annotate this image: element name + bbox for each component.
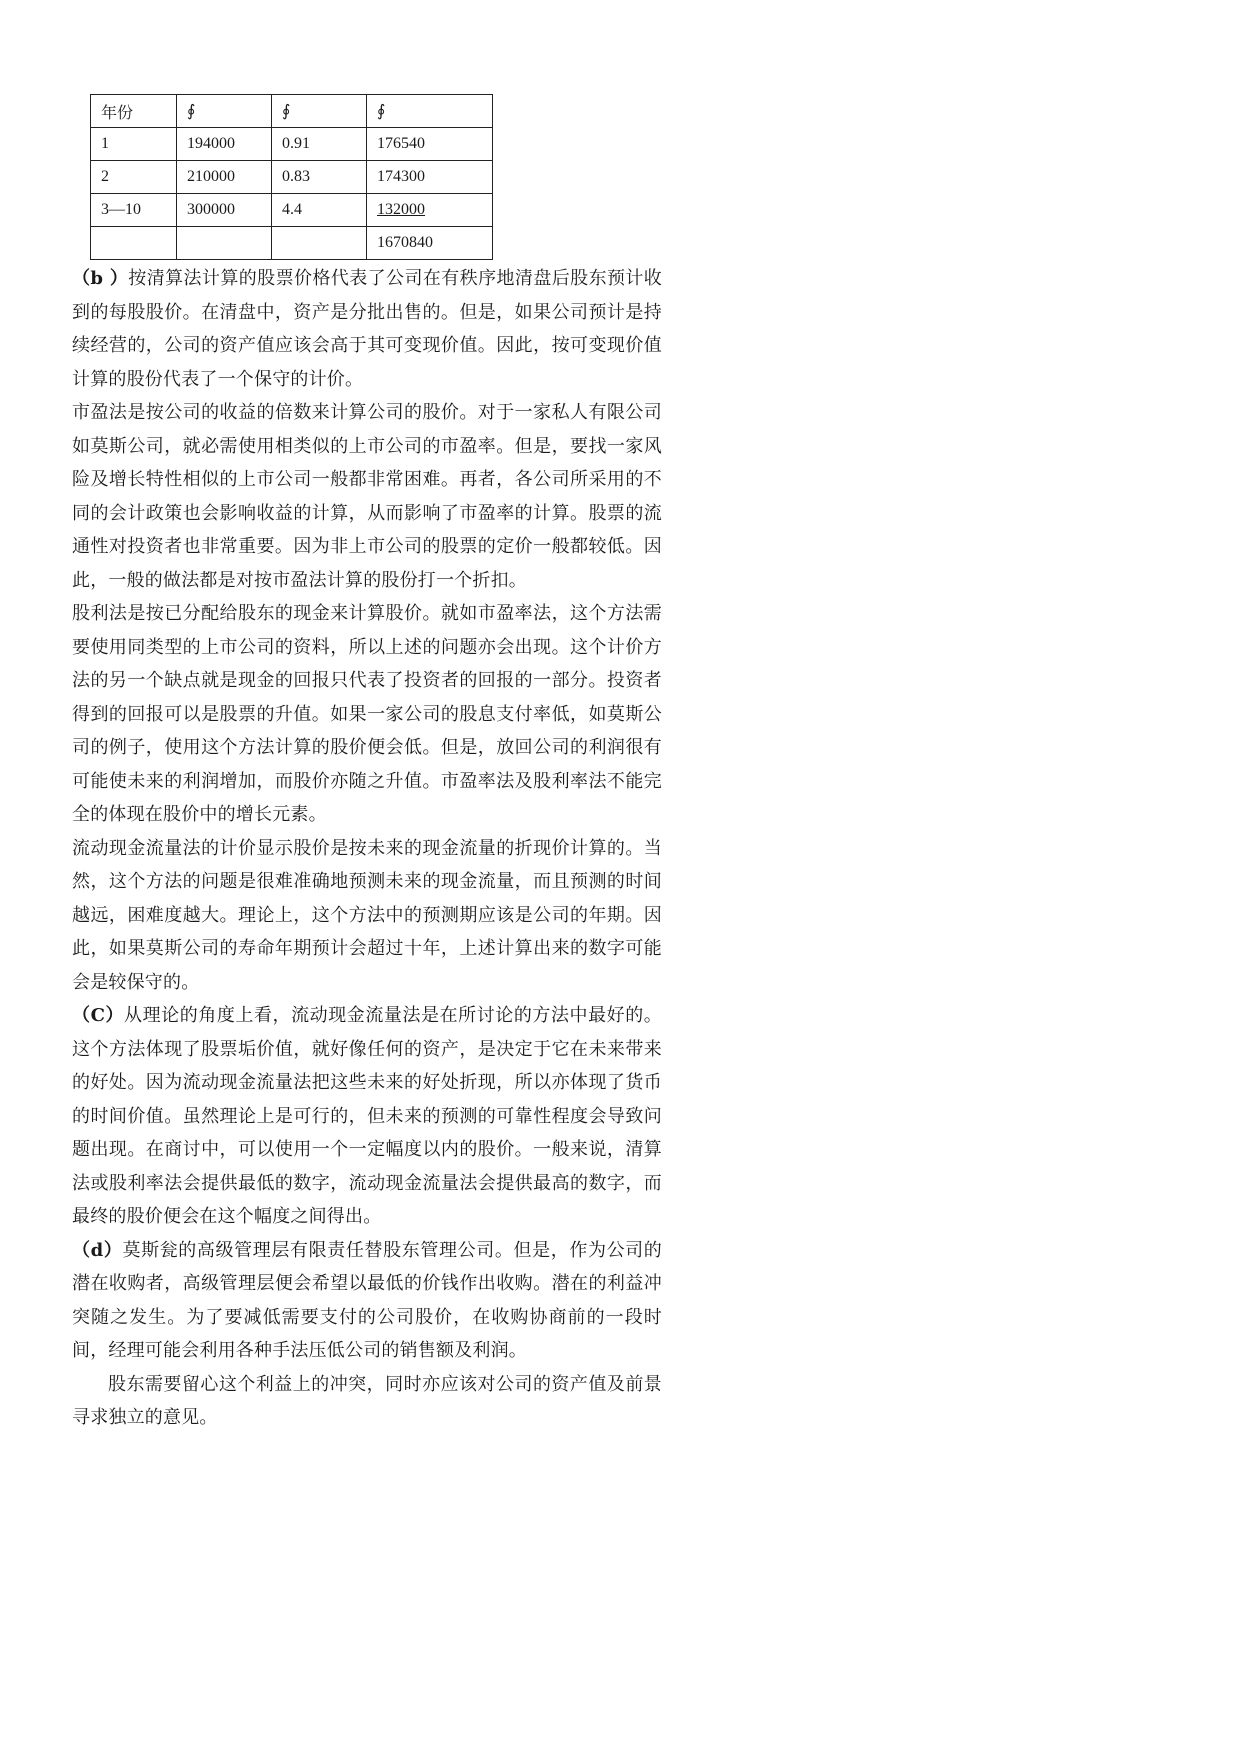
paragraph-d (72, 1234, 662, 1368)
table-header-cell: ∮ (177, 95, 272, 128)
table-cell: 2 (91, 161, 177, 194)
table-cell (91, 227, 177, 260)
paragraph-c (72, 999, 662, 1234)
table-cell (177, 227, 272, 260)
table-cell: 4.4 (272, 194, 367, 227)
table-row (91, 128, 493, 161)
table-header-cell: ∮ (367, 95, 493, 128)
table-cell: 0.83 (272, 161, 367, 194)
underlined-value: 132000 (377, 201, 425, 218)
paragraph-cashflow-method (72, 832, 662, 1000)
paragraph-b (72, 262, 662, 396)
paragraph-text: 流动现金流量法的计价显示股价是按未来的现金流量的折现价计算的。当然，这个方法的问题是很难准确地预测未来的现金流量，而且预测的时间越远，困难度越大。理论上，这个方法中的预测期应该是公司的年期。因此，如果莫斯公司的寿命年期预计会超过十年，上述计算出来的数字可能会是较保守的。 (72, 837, 662, 993)
paragraph-label: （C） (72, 1005, 125, 1026)
table-total-row (91, 227, 493, 260)
table-cell: 1 (91, 128, 177, 161)
table-row (91, 161, 493, 194)
table-cell: 0.91 (272, 128, 367, 161)
table-header-cell: ∮ (272, 95, 367, 128)
table-cell: 210000 (177, 161, 272, 194)
valuation-table (90, 94, 493, 260)
table-cell (367, 194, 493, 227)
table-header-cell: 年份 (91, 95, 177, 128)
paragraph-text: 股利法是按已分配给股东的现金来计算股价。就如市盈率法，这个方法需要使用同类型的上市公司的资料，所以上述的问题亦会出现。这个计价方法的另一个缺点就是现金的回报只代表了投资者的回报的一部分。投资者得到的回报可以是股票的升值。如果一家公司的股息支付率低，如莫斯公司的例子，使用这个方法计算的股价便会低。但是，放回公司的利润很有可能使未来的利润增加，而股价亦随之升值。市盈率法及股利率法不能完全的体现在股价中的增长元素。 (72, 603, 662, 825)
paragraph-text: 莫斯瓮的高级管理层有限责任替股东管理公司。但是，作为公司的潜在收购者，高级管理层便会希望以最低的价钱作出收购。潜在的利益冲突随之发生。为了要减低需要支付的公司股价，在收购协商前的一段时间，经理可能会利用各种手法压低公司的销售额及利润。 (72, 1239, 663, 1361)
table-cell: 3—10 (91, 194, 177, 227)
paragraph-text: 按清算法计算的股票价格代表了公司在有秩序地清盘后股东预计收到的每股股价。在清盘中，资产是分批出售的。但是，如果公司预计是持续经营的，公司的资产值应该会高于其可变现价值。因此，按可变现价值计算的股份代表了一个保守的计价。 (72, 268, 663, 390)
paragraph-dividend-method (72, 597, 662, 832)
table-row (91, 194, 493, 227)
paragraph-label: （b ） (72, 268, 129, 289)
document-page (72, 94, 662, 1435)
paragraph-pe-method (72, 396, 662, 597)
table-cell: 174300 (367, 161, 493, 194)
paragraph-text: 市盈法是按公司的收益的倍数来计算公司的股价。对于一家私人有限公司如莫斯公司，就必需使用相类似的上市公司的市盈率。但是，要找一家风险及增长特性相似的上市公司一般都非常困难。再者，各公司所采用的不同的会计政策也会影响收益的计算，从而影响了市盈率的计算。股票的流通性对投资者也非常重要。因为非上市公司的股票的定价一般都较低。因此，一般的做法都是对按市盈法计算的股份打一个折扣。 (72, 402, 662, 591)
paragraph-text: 股东需要留心这个利益上的冲突，同时亦应该对公司的资产值及前景寻求独立的意见。 (72, 1373, 662, 1428)
table-cell (272, 227, 367, 260)
table-cell: 176540 (367, 128, 493, 161)
table-total-cell: 1670840 (367, 227, 493, 260)
table-header-row (91, 95, 493, 128)
table-cell: 194000 (177, 128, 272, 161)
table-cell: 300000 (177, 194, 272, 227)
paragraph-conclusion (72, 1368, 662, 1435)
paragraph-text: 从理论的角度上看，流动现金流量法是在所讨论的方法中最好的。这个方法体现了股票垢价值，就好像任何的资产，是决定于它在未来带来的好处。因为流动现金流量法把这些未来的好处折现，所以亦体现了货币的时间价值。虽然理论上是可行的，但未来的预测的可靠性程度会导致问题出现。在商讨中，可以使用一个一定幅度以内的股价。一般来说，清算法或股利率法会提供最低的数字，流动现金流量法会提供最高的数字，而最终的股价便会在这个幅度之间得出。 (72, 1005, 663, 1227)
paragraph-label: （d） (72, 1239, 123, 1261)
